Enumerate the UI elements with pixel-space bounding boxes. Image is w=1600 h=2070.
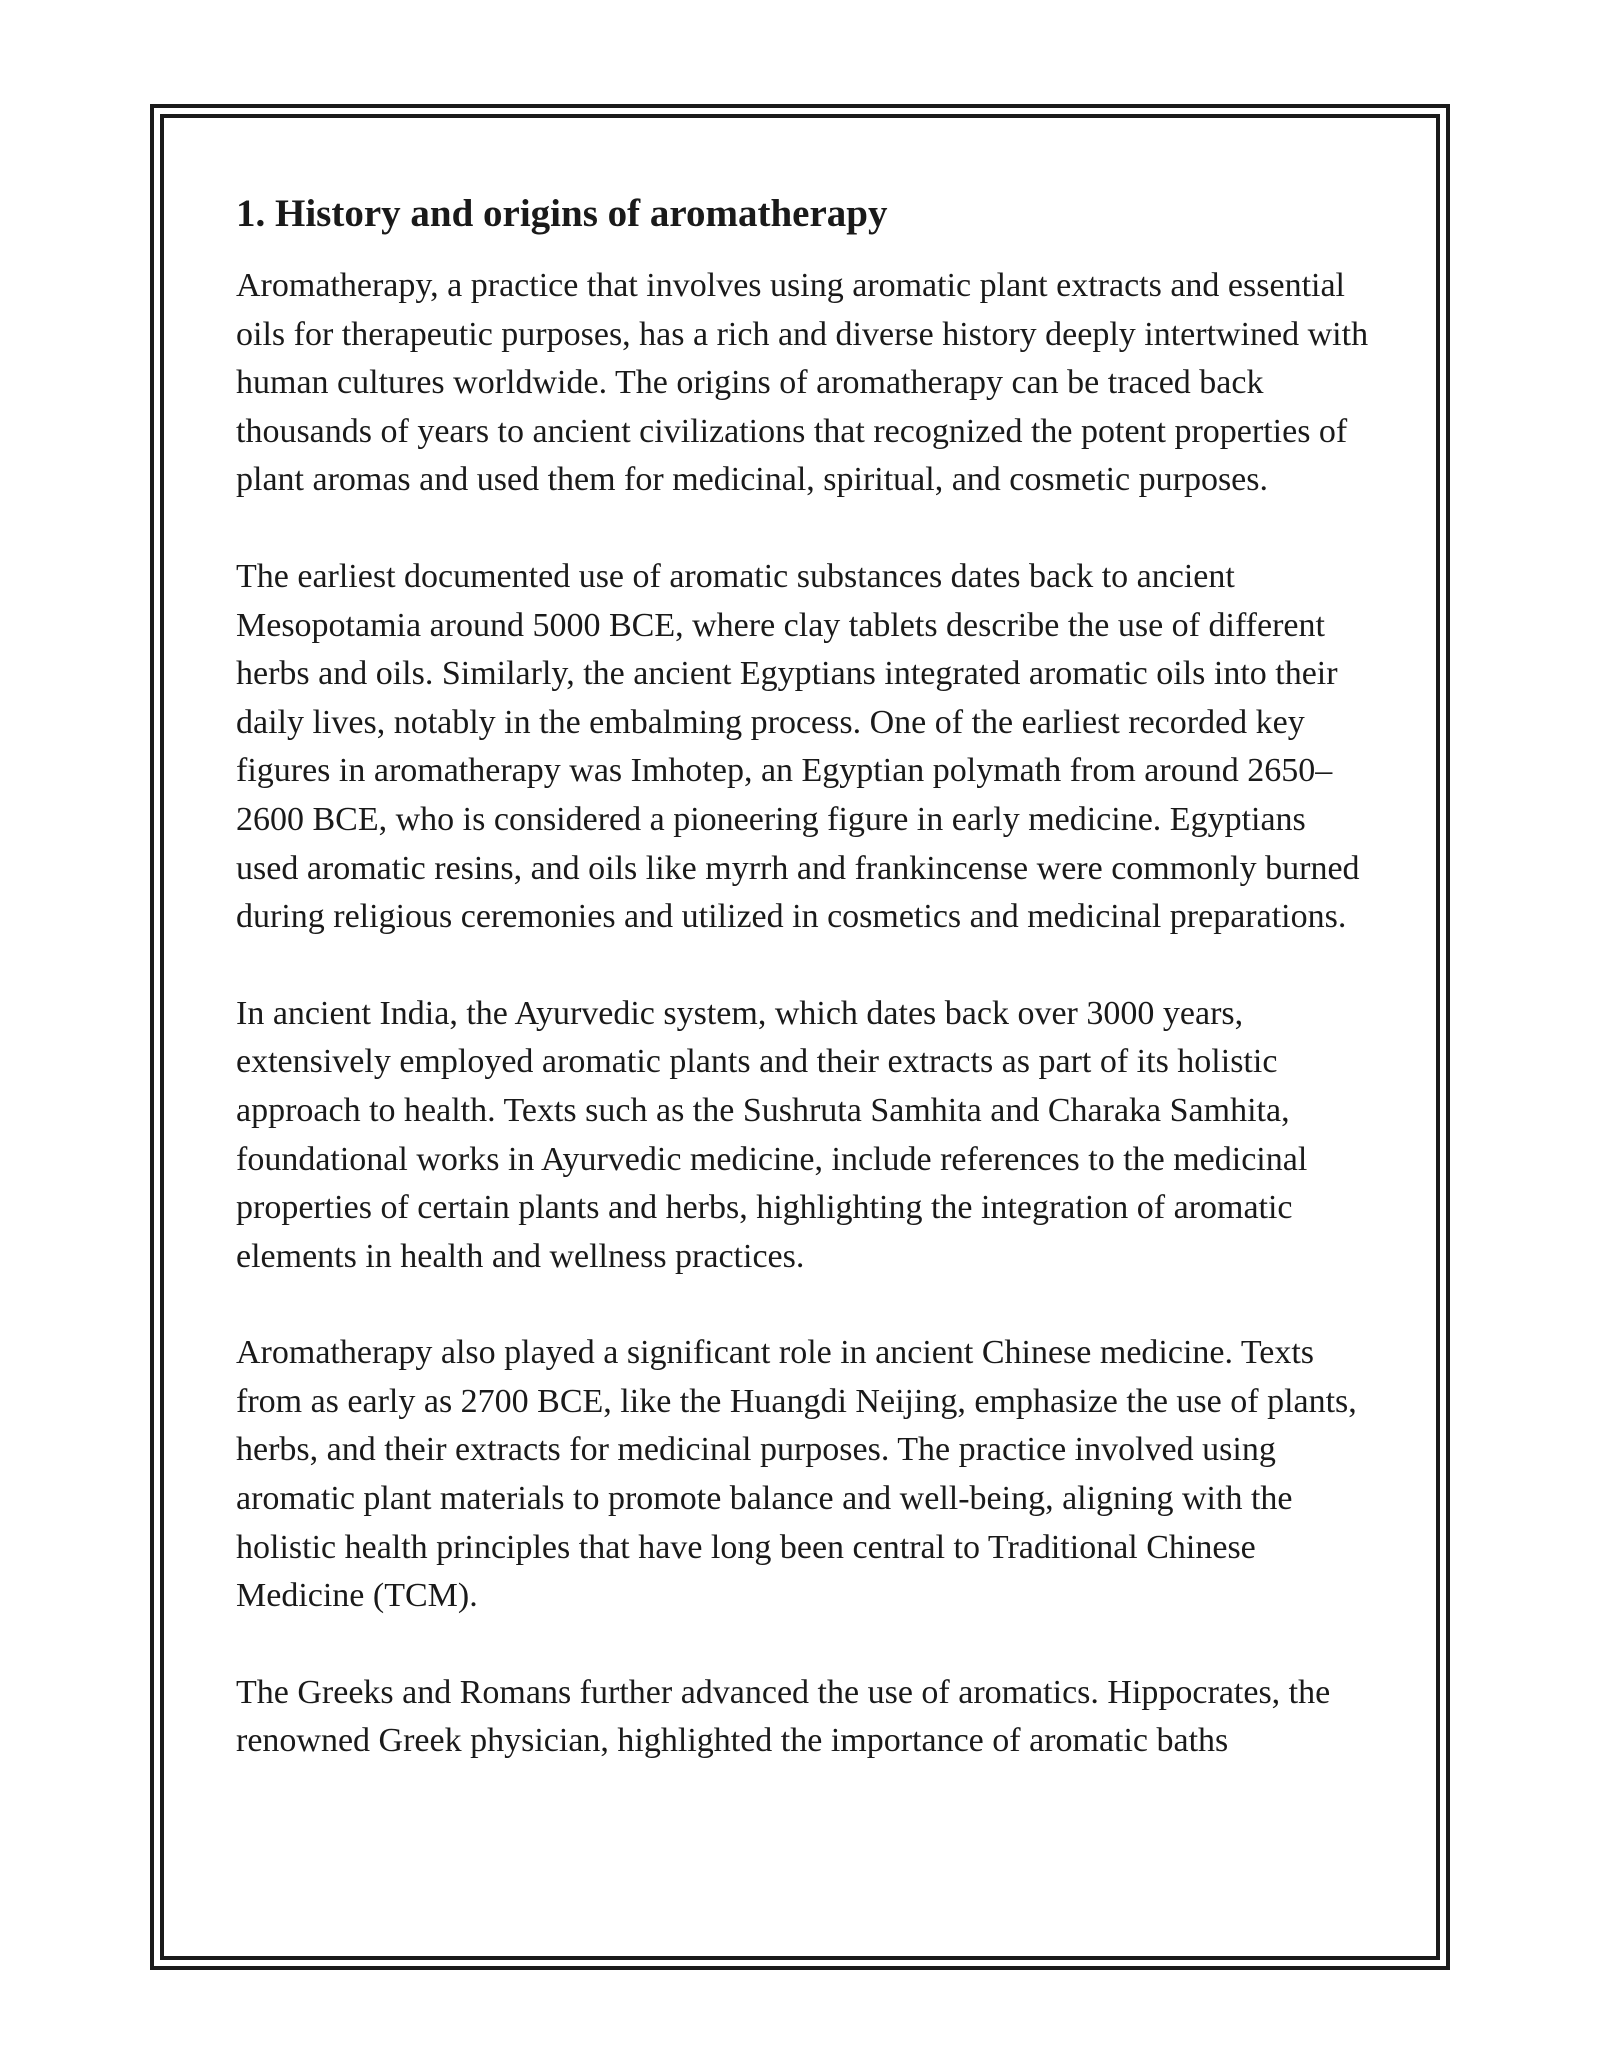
- paragraph-intro: Aromatherapy, a practice that involves using aromatic plant extracts and essential oils for therapeutic purposes, has a rich and diverse history deeply intertwined with human cultures worldwide. The origins of aromatherapy can be traced back thousands of years to ancient civilizations that recognized the potent properties of plant aromas and used them for medicinal, spiritual, and cosmetic purposes.: [236, 267, 1369, 499]
- paragraph-china: Aromatherapy also played a significant role in ancient Chinese medicine. Texts from as early as 2700 BCE, like the Huangdi Neijing, emphasize the use of plants, herbs, and their extracts for medicinal purposes. The practice involved using aromatic plant materials to promote balance and well-being, aligning with the holistic health principles that have long been central to Traditional Chinese Medicine (TCM).: [236, 1334, 1357, 1615]
- section-heading: 1. History and origins of aromatherapy: [236, 192, 888, 235]
- paragraph-mesopotamia-egypt: The earliest documented use of aromatic substances dates back to ancient Mesopotamia around 5000 BCE, where clay tablets describe the use of different herbs and oils. Similarly, the ancient Egyptians integrated aromatic oils into their daily lives, notably in the embalming process. One of the earliest recorded key figures in aromatherapy was Imhotep, an Egyptian polymath from around 2650–2600 BCE, who is considered a pioneering figure in early medicine. Egyptians used aromatic resins, and oils like myrrh and frankincense were commonly burned during religious ceremonies and utilized in cosmetics and medicinal preparations.: [236, 557, 1360, 936]
- paragraph-india: In ancient India, the Ayurvedic system, which dates back over 3000 years, extensively employed aromatic plants and their extracts as part of its holistic approach to health. Texts such as the Sushruta Samhita and Charaka Samhita, foundational works in Ayurvedic medicine, include references to the medicinal properties of certain plants and herbs, highlighting the integration of aromatic elements in health and wellness practices.: [236, 994, 1308, 1275]
- paragraph-greeks-romans: The Greeks and Romans further advanced the use of aromatics. Hippocrates, the renowned Greek physician, highlighted the importance of aromatic baths: [236, 1673, 1331, 1760]
- document-body: [236, 186, 1376, 1814]
